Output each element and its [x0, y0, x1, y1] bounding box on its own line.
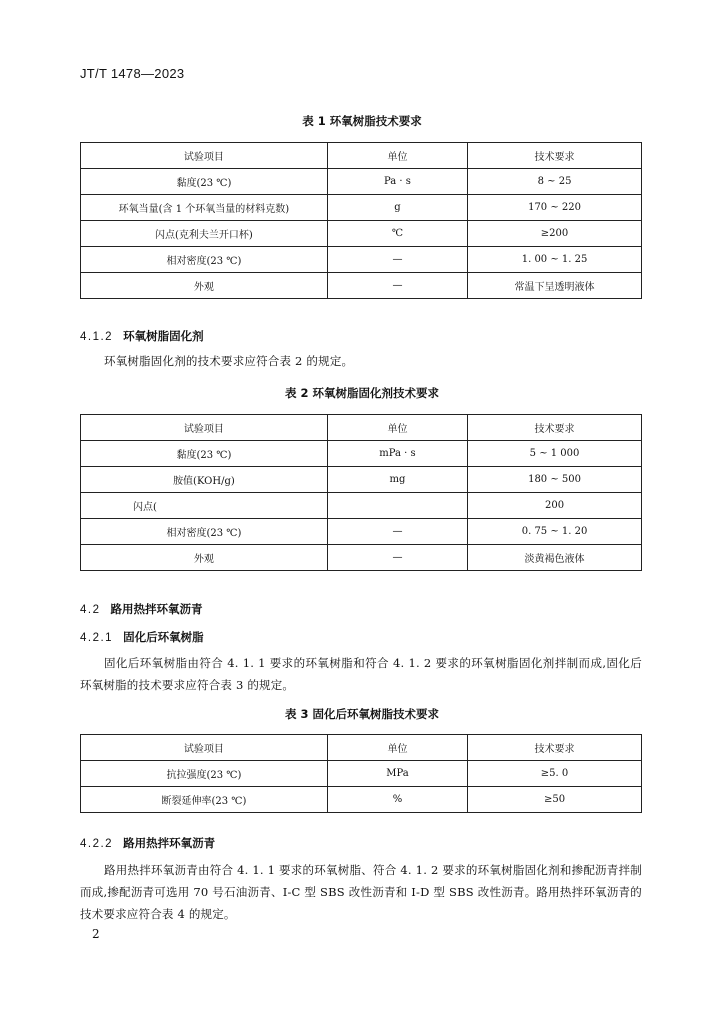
- section-heading-4-1-2: [80, 328, 204, 344]
- section-number: 4.2.1: [80, 632, 114, 644]
- table-row: [81, 467, 642, 493]
- paragraph-4-1-2: 环氧树脂固化剂的技术要求应符合表 2 的规定。: [104, 354, 354, 368]
- table-header-cell: 单位: [327, 143, 467, 169]
- table-cell: 断裂延伸率(23 ℃): [81, 787, 328, 813]
- table-header-cell: 技术要求: [468, 415, 642, 441]
- table-cell: 相对密度(23 ℃): [81, 519, 328, 545]
- section-heading-4-2-1: [80, 629, 204, 645]
- table-cell: —: [327, 247, 467, 273]
- table-header-cell: 试验项目: [81, 143, 328, 169]
- table1-caption: 表 1 环氧树脂技术要求: [302, 114, 422, 128]
- table1: [80, 142, 642, 299]
- table-cell: ≥200: [468, 221, 642, 247]
- table-row: [81, 787, 642, 813]
- table-cell: 1. 00 ~ 1. 25: [468, 247, 642, 273]
- table-header-cell: 单位: [327, 735, 467, 761]
- section-number: 4.2.2: [80, 838, 114, 850]
- table-cell: 黏度(23 ℃): [81, 169, 328, 195]
- table-cell: —: [327, 545, 467, 571]
- section-title: 路用热拌环氧沥青: [110, 602, 203, 616]
- table-cell: 170 ~ 220: [468, 195, 642, 221]
- table-header-cell: 单位: [327, 415, 467, 441]
- table-cell: 8 ~ 25: [468, 169, 642, 195]
- table-cell: 外观: [81, 545, 328, 571]
- section-number: 4.1.2: [80, 331, 114, 343]
- table2: [80, 414, 642, 571]
- table-cell: ≥5. 0: [468, 761, 642, 787]
- page-number: 2: [92, 927, 100, 941]
- table3-caption: 表 3 固化后环氧树脂技术要求: [284, 707, 439, 721]
- table-row: [81, 545, 642, 571]
- table-row: [81, 273, 642, 299]
- table-cell: Pa · s: [327, 169, 467, 195]
- table-row: [81, 761, 642, 787]
- section-title: 固化后环氧树脂: [123, 630, 204, 644]
- table-cell: [327, 493, 467, 519]
- table-cell: 闪点(克利夫兰开口杯): [81, 221, 328, 247]
- table-row: [81, 519, 642, 545]
- section-heading-4-2-2: [80, 835, 215, 851]
- table-cell: 抗拉强度(23 ℃): [81, 761, 328, 787]
- table-cell: ℃: [327, 221, 467, 247]
- table-cell: 常温下呈透明液体: [468, 273, 642, 299]
- table-row: [81, 195, 642, 221]
- table-cell: —: [327, 273, 467, 299]
- table-cell: 外观: [81, 273, 328, 299]
- section-number: 4.2: [80, 604, 101, 616]
- table-cell: 5 ~ 1 000: [468, 441, 642, 467]
- standard-code-header: JT/T 1478—2023: [80, 66, 185, 81]
- table-cell: 相对密度(23 ℃): [81, 247, 328, 273]
- section-heading-4-2: [80, 601, 203, 617]
- section-title: 路用热拌环氧沥青: [123, 836, 216, 850]
- table-header-row: [81, 143, 642, 169]
- table-header-cell: 技术要求: [468, 143, 642, 169]
- table-cell: 黏度(23 ℃): [81, 441, 328, 467]
- table-row: [81, 169, 642, 195]
- table-row: [81, 493, 642, 519]
- table-cell: 闪点(: [81, 493, 328, 519]
- table-cell: —: [327, 519, 467, 545]
- table-row: [81, 247, 642, 273]
- table-row: [81, 441, 642, 467]
- paragraph-4-2-2: 路用热拌环氧沥青由符合 4. 1. 1 要求的环氧树脂、符合 4. 1. 2 要求的环氧树脂固化剂和掺配沥青拌制而成,掺配沥青可选用 70 号石油沥青、I-C 型 SBS 改性沥青和 I-D 型 SBS 改性沥青。路用热拌环氧沥青的技术要求应符合表 4 的规定。: [80, 863, 642, 921]
- table3: [80, 734, 642, 813]
- section-title: 环氧树脂固化剂: [123, 329, 204, 343]
- table-cell: 淡黄褐色液体: [468, 545, 642, 571]
- paragraph-4-2-1: 固化后环氧树脂由符合 4. 1. 1 要求的环氧树脂和符合 4. 1. 2 要求的环氧树脂固化剂拌制而成,固化后环氧树脂的技术要求应符合表 3 的规定。: [80, 656, 642, 692]
- table-header-cell: 试验项目: [81, 415, 328, 441]
- table-cell: g: [327, 195, 467, 221]
- table-cell: MPa: [327, 761, 467, 787]
- table-cell: 200: [468, 493, 642, 519]
- table-row: [81, 221, 642, 247]
- table-cell: 胺值(KOH/g): [81, 467, 328, 493]
- table-cell: 0. 75 ~ 1. 20: [468, 519, 642, 545]
- table-header-row: [81, 415, 642, 441]
- table-cell: 180 ~ 500: [468, 467, 642, 493]
- table-cell: mPa · s: [327, 441, 467, 467]
- table2-caption: 表 2 环氧树脂固化剂技术要求: [284, 386, 439, 400]
- table-cell: mg: [327, 467, 467, 493]
- table-header-cell: 技术要求: [468, 735, 642, 761]
- table-cell: ≥50: [468, 787, 642, 813]
- table-header-row: [81, 735, 642, 761]
- table-cell: 环氧当量(含 1 个环氧当量的材料克数): [81, 195, 328, 221]
- table-header-cell: 试验项目: [81, 735, 328, 761]
- table-cell: %: [327, 787, 467, 813]
